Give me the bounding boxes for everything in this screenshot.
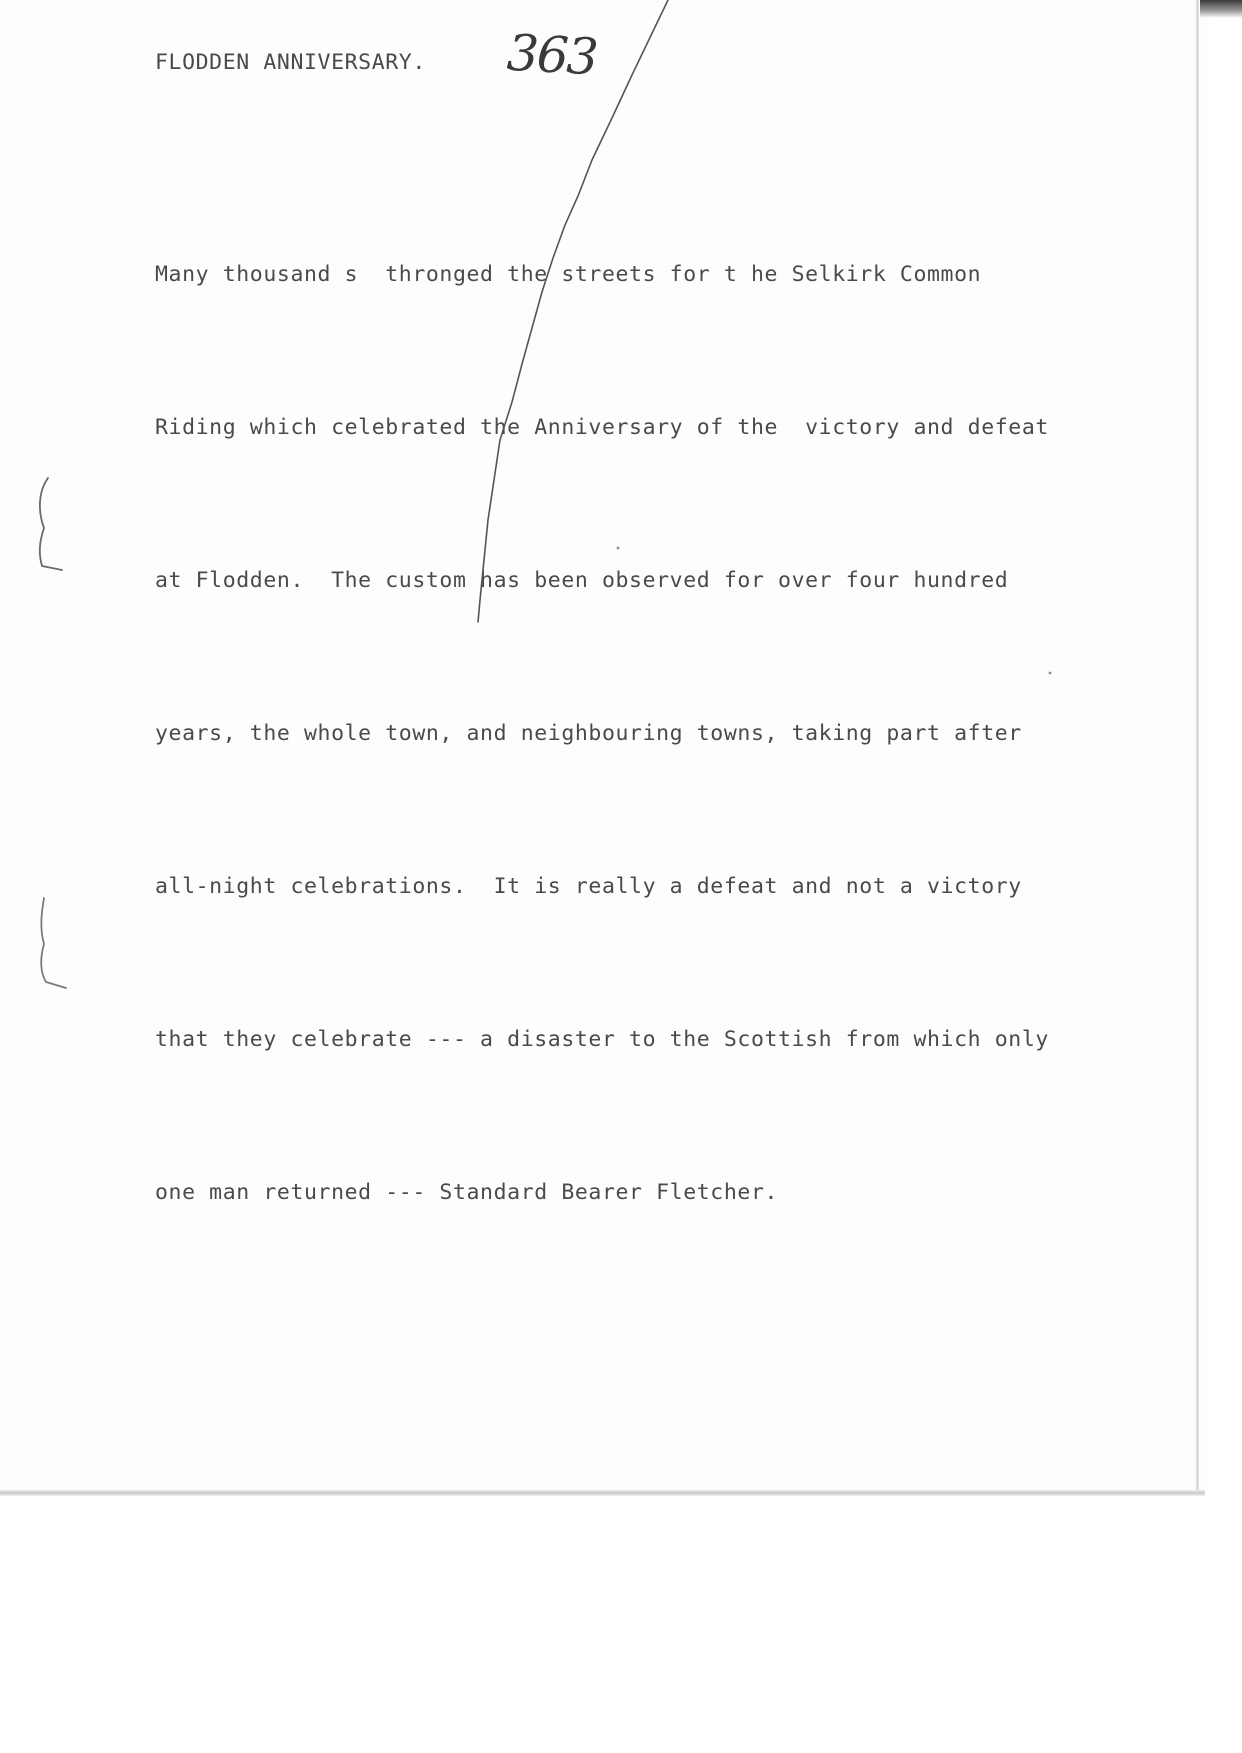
body-line: all-night celebrations. It is really a defeat and not a victory bbox=[155, 874, 1022, 899]
body-line: years, the whole town, and neighbouring towns, taking part after bbox=[155, 721, 1022, 746]
body-line: Many thousand s thronged the streets for t he Selkirk Common bbox=[155, 262, 982, 287]
body-line: at Flodden. The custom has been observed for over four hundred bbox=[155, 568, 1009, 593]
body-line: that they celebrate --- a disaster to the Scottish from which only bbox=[155, 1027, 1049, 1052]
scan-shadow bbox=[1200, 0, 1242, 18]
page-edge-right bbox=[1196, 0, 1199, 1496]
document-body bbox=[155, 147, 1049, 1269]
body-line: one man returned --- Standard Bearer Fletcher. bbox=[155, 1180, 779, 1205]
body-line: Riding which celebrated the Anniversary of the victory and defeat bbox=[155, 415, 1049, 440]
page-edge-bottom bbox=[0, 1490, 1205, 1496]
document-title: FLODDEN ANNIVERSARY. bbox=[155, 50, 426, 75]
handwritten-folio-number: 363 bbox=[505, 23, 598, 87]
